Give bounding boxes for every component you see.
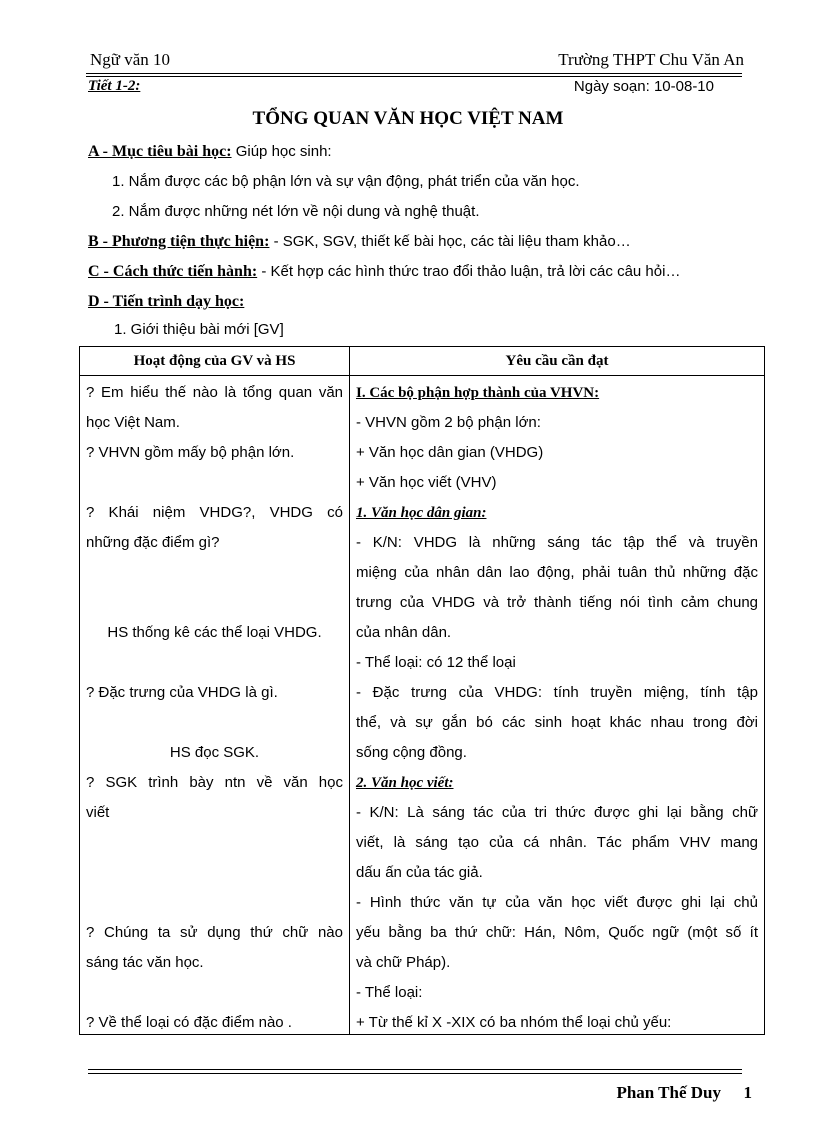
section-a-label: A - Mục tiêu bài học: [88, 143, 232, 160]
header-subject: Ngữ văn 10 [90, 50, 171, 69]
footer-author: Phan Thế Duy [616, 1083, 721, 1102]
student-task: HS thống kê các thể loại VHDG. [107, 624, 322, 641]
heading-part-i: I. Các bộ phận hợp thành của VHVN: [356, 385, 600, 401]
question-line: ? Em hiểu thế nào là tổng quan văn [86, 384, 343, 401]
lesson-table [79, 346, 765, 1035]
content-line: viết, là sáng tạo của cá nhân. Tác phẩm VHV mang [356, 834, 758, 851]
question-line: ? SGK trình bày ntn về văn học [86, 774, 343, 791]
section-c-label: C - Cách thức tiến hành: [88, 263, 258, 280]
question-line: học Việt Nam. [86, 414, 180, 431]
content-line: - Đặc trưng của VHDG: tính truyền miệng, tính tập [356, 684, 758, 701]
content-line: dấu ấn của tác giả. [356, 864, 483, 881]
footer [616, 1083, 752, 1103]
header-activities: Hoạt động của GV và HS [80, 347, 350, 376]
activities-column [80, 376, 349, 1034]
footer-rule [88, 1069, 742, 1070]
content-line: + Văn học viết (VHV) [356, 474, 497, 491]
heading-written-literature: 2. Văn học viết: [356, 775, 454, 791]
content-line: + Văn học dân gian (VHDG) [356, 444, 544, 461]
objective-item: 2. Nắm được những nét lớn về nội dung và nghệ thuật. [112, 203, 480, 220]
content-line: của nhân dân. [356, 624, 452, 641]
content-line: - K/N: Là sáng tác của tri thức được ghi lại bằng chữ [356, 804, 758, 821]
intro-item: 1. Giới thiệu bài mới [GV] [114, 321, 284, 338]
content-line: - Hình thức văn tự của văn học viết được ghi lại chủ [356, 894, 758, 911]
requirements-column [350, 376, 764, 1034]
section-a [88, 143, 332, 161]
question-line: ? Đặc trưng của VHDG là gì. [86, 684, 278, 701]
question-line: ? Về thể loại có đặc điểm nào . [86, 1014, 292, 1031]
section-c [88, 263, 680, 281]
content-line: và chữ Pháp). [356, 954, 451, 971]
section-b-label: B - Phương tiện thực hiện: [88, 233, 270, 250]
section-d-label: D - Tiến trình dạy học: [88, 293, 245, 310]
content-line: - VHVN gồm 2 bộ phận lớn: [356, 414, 541, 431]
content-line: sống cộng đồng. [356, 744, 467, 761]
header-school: Trường THPT Chu Văn An [558, 50, 744, 69]
question-line: những đặc điểm gì? [86, 534, 220, 551]
content-line: + Từ thế kỉ X -XIX có ba nhóm thể loại chủ yếu: [356, 1014, 672, 1031]
page-number: 1 [743, 1083, 752, 1102]
header-requirements: Yêu cầu cần đạt [350, 347, 765, 376]
content-line: thể, và sự gắn bó các sinh hoạt khác nhau trong đời [356, 714, 758, 731]
content-line: yếu bằng ba thứ chữ: Hán, Nôm, Quốc ngữ (một số ít [356, 924, 758, 941]
section-b-text: - SGK, SGV, thiết kế bài học, các tài liệu tham khảo… [269, 233, 631, 250]
student-task: HS đọc SGK. [169, 744, 260, 761]
content-line: miệng của nhân dân lao động, phải tuân thủ những đặc [356, 564, 758, 581]
prep-date: Ngày soạn: 10-08-10 [573, 78, 714, 95]
section-a-text: Giúp học sinh: [231, 143, 332, 160]
section-b [88, 233, 631, 251]
question-line: sáng tác văn học. [86, 954, 204, 971]
page-title: TỔNG QUAN VĂN HỌC VIỆT NAM [252, 108, 564, 129]
footer-rule-thin [88, 1073, 742, 1074]
header-rule-thin [86, 76, 742, 77]
question-line: viết [86, 804, 110, 821]
section-d [88, 293, 244, 311]
header-rule [86, 73, 742, 74]
content-line: trưng của VHDG và trở thành tiếng nói tình cảm chung [356, 594, 758, 611]
question-line: ? VHVN gồm mấy bộ phận lớn. [86, 444, 295, 461]
content-line: - Thể loại: [356, 984, 423, 1001]
content-line: - K/N: VHDG là những sáng tác tập thể và truyền [356, 534, 758, 551]
heading-folk-literature: 1. Văn học dân gian: [356, 505, 487, 521]
question-line: ? Chúng ta sử dụng thứ chữ nào [86, 924, 343, 941]
lesson-number: Tiết 1-2: [88, 78, 141, 94]
section-c-text: - Kết hợp các hình thức trao đổi thảo luận, trả lời các câu hỏi… [257, 263, 681, 280]
question-line: ? Khái niệm VHDG?, VHDG có [86, 504, 343, 521]
objective-item: 1. Nắm được các bộ phận lớn và sự vận động, phát triển của văn học. [112, 173, 580, 190]
content-line: - Thể loại: có 12 thể loại [356, 654, 516, 671]
